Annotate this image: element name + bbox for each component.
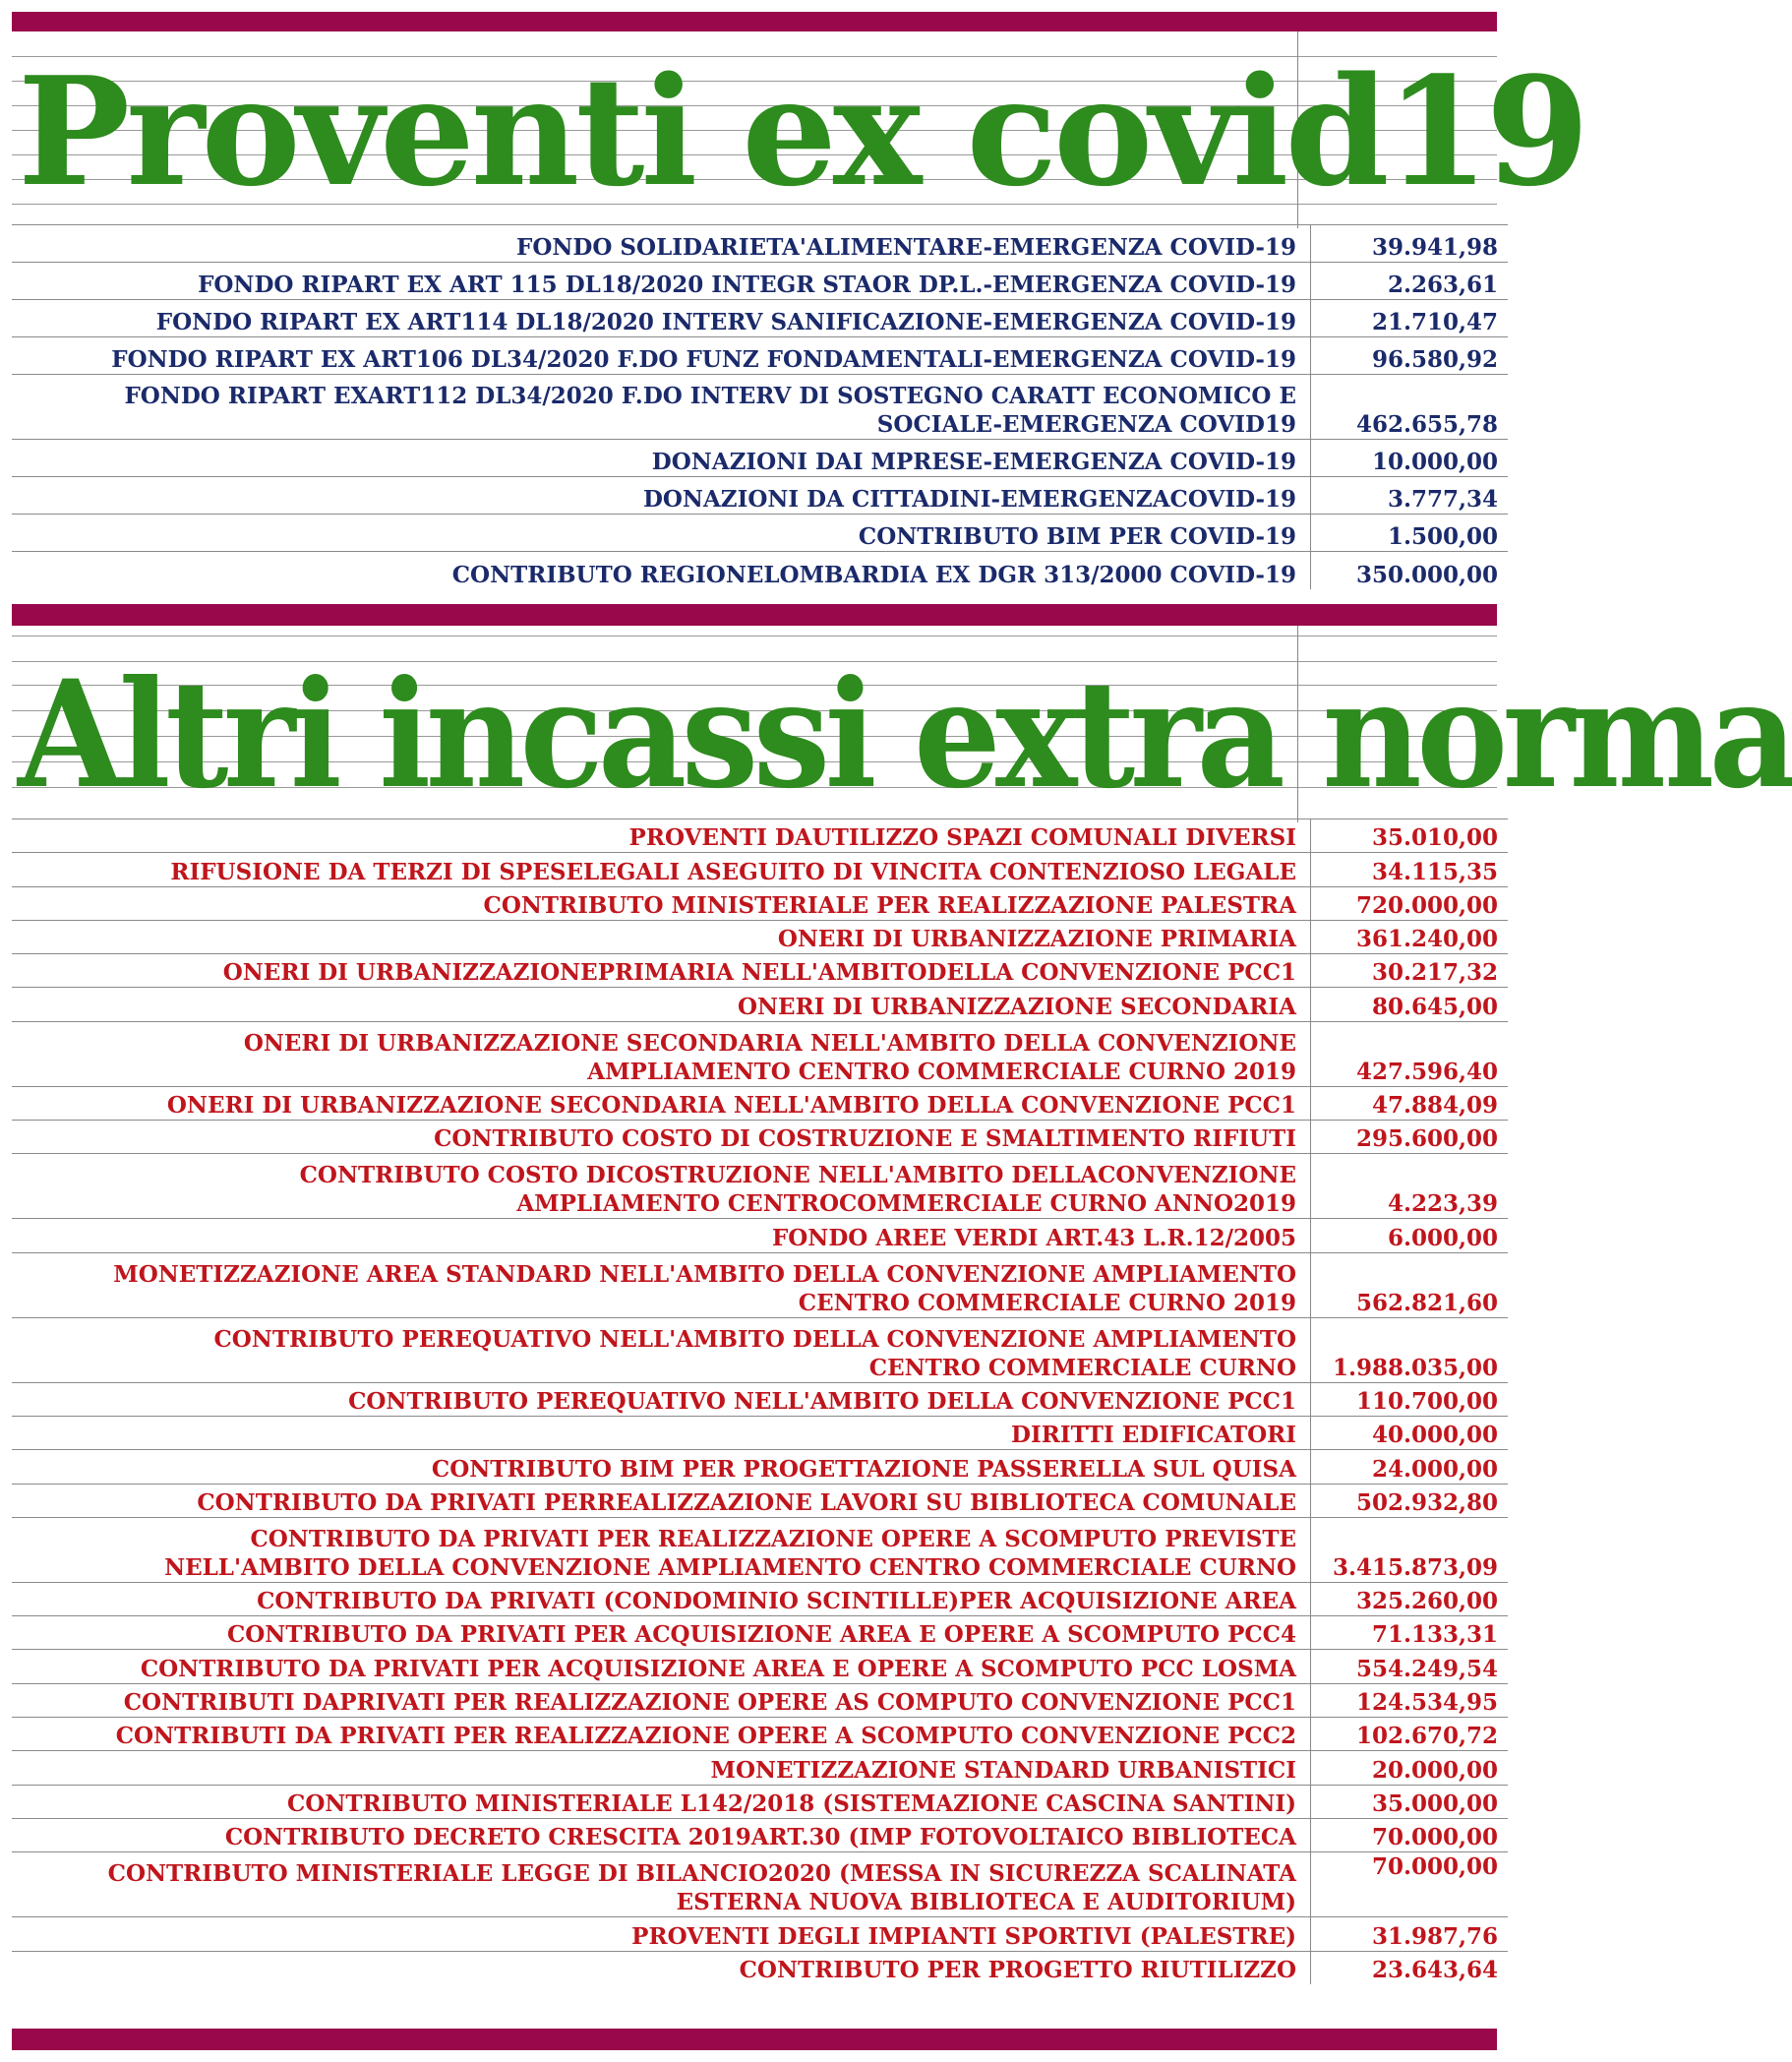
row-amount: 35.010,00 [1311,819,1509,853]
row-description: ONERI DI URBANIZZAZIONE SECONDARIA [12,988,1311,1021]
table-row [12,337,1508,375]
row-amount: 24.000,00 [1311,1450,1509,1484]
row-description: CONTRIBUTI DAPRIVATI PER REALIZZAZIONE OPERE AS COMPUTO CONVENZIONE PCC1 [12,1683,1311,1717]
table-row [12,954,1508,988]
row-description: RIFUSIONE DA TERZI DI SPESELEGALI ASEGUITO DI VINCITA CONTENZIOSO LEGALE [12,853,1311,886]
table-row [12,1086,1508,1120]
row-amount: 39.941,98 [1311,225,1509,263]
table-row [12,1951,1508,1984]
row-description: DONAZIONI DAI MPRESE-EMERGENZA COVID-19 [12,440,1311,477]
row-amount: 80.645,00 [1311,988,1509,1021]
table-row [12,440,1508,477]
table-row [12,1751,1508,1785]
table-row [12,1484,1508,1517]
row-amount: 71.133,31 [1311,1616,1509,1650]
row-description: CONTRIBUTO BIM PER PROGETTAZIONE PASSERELLA SUL QUISA [12,1450,1311,1484]
row-amount: 361.240,00 [1311,920,1509,953]
row-description: CONTRIBUTO MINISTERIALE PER REALIZZAZIONE PALESTRA [12,886,1311,920]
row-description: ONERI DI URBANIZZAZIONE SECONDARIA NELL'AMBITO DELLA CONVENZIONE AMPLIAMENTO CENTRO COMMERCIALE CURNO 2019 [12,1021,1311,1086]
row-amount: 70.000,00 [1311,1852,1509,1917]
row-description: CONTRIBUTI DA PRIVATI PER REALIZZAZIONE OPERE A SCOMPUTO CONVENZIONE PCC2 [12,1718,1311,1751]
table-row [12,1154,1508,1219]
row-amount: 562.821,60 [1311,1252,1509,1317]
row-description: CONTRIBUTO PEREQUATIVO NELL'AMBITO DELLA CONVENZIONE AMPLIAMENTO CENTRO COMMERCIALE CURNO [12,1317,1311,1382]
table-row [12,1252,1508,1317]
table-row [12,1416,1508,1449]
row-amount: 34.115,35 [1311,853,1509,886]
row-description: CONTRIBUTO DECRETO CRESCITA 2019ART.30 (IMP FOTOVOLTAICO BIBLIOTECA [12,1818,1311,1851]
row-amount: 31.987,76 [1311,1917,1509,1951]
table-row [12,1650,1508,1683]
row-description: FONDO RIPART EX ART114 DL18/2020 INTERV SANIFICAZIONE-EMERGENZA COVID-19 [12,300,1311,337]
row-amount: 1.500,00 [1311,515,1509,552]
table-row [12,1219,1508,1252]
row-amount: 462.655,78 [1311,375,1509,440]
row-description: CONTRIBUTO PEREQUATIVO NELL'AMBITO DELLA CONVENZIONE PCC1 [12,1382,1311,1416]
row-description: CONTRIBUTO DA PRIVATI (CONDOMINIO SCINTILLE)PER ACQUISIZIONE AREA [12,1582,1311,1615]
row-amount: 124.534,95 [1311,1683,1509,1717]
table-row [12,552,1508,589]
row-description: CONTRIBUTO BIM PER COVID-19 [12,515,1311,552]
row-description: FONDO RIPART EX ART 115 DL18/2020 INTEGR STAOR DP.L.-EMERGENZA COVID-19 [12,263,1311,300]
table-row [12,225,1508,263]
table-row [12,1450,1508,1484]
table-row [12,1021,1508,1086]
row-amount: 325.260,00 [1311,1582,1509,1615]
row-amount: 6.000,00 [1311,1219,1509,1252]
row-amount: 1.988.035,00 [1311,1317,1509,1382]
row-description: PROVENTI DAUTILIZZO SPAZI COMUNALI DIVERSI [12,819,1311,853]
row-description: FONDO RIPART EX ART106 DL34/2020 F.DO FUNZ FONDAMENTALI-EMERGENZA COVID-19 [12,337,1311,375]
table-row [12,886,1508,920]
table-row [12,1917,1508,1951]
row-amount: 350.000,00 [1311,552,1509,589]
row-description: FONDO SOLIDARIETA'ALIMENTARE-EMERGENZA COVID-19 [12,225,1311,263]
table-row [12,1517,1508,1582]
table-row [12,1683,1508,1717]
row-amount: 96.580,92 [1311,337,1509,375]
row-description: CONTRIBUTO COSTO DICOSTRUZIONE NELL'AMBITO DELLACONVENZIONE AMPLIAMENTO CENTROCOMMERCIALE CURNO ANNO2019 [12,1154,1311,1219]
row-amount: 10.000,00 [1311,440,1509,477]
row-amount: 102.670,72 [1311,1718,1509,1751]
row-amount: 2.263,61 [1311,263,1509,300]
row-description: ONERI DI URBANIZZAZIONE SECONDARIA NELL'AMBITO DELLA CONVENZIONE PCC1 [12,1086,1311,1120]
row-description: FONDO RIPART EXART112 DL34/2020 F.DO INTERV DI SOSTEGNO CARATT ECONOMICO E SOCIALE-EMERGENZA COVID19 [12,375,1311,440]
row-description: CONTRIBUTO COSTO DI COSTRUZIONE E SMALTIMENTO RIFIUTI [12,1121,1311,1154]
table-row [12,1121,1508,1154]
table-row [12,1718,1508,1751]
altri-section-title: Altri incassi extra norma [18,648,1792,821]
row-amount: 21.710,47 [1311,300,1509,337]
row-amount: 20.000,00 [1311,1751,1509,1785]
table-row [12,1317,1508,1382]
top-band [12,12,1497,31]
table-row [12,1852,1508,1917]
table-row [12,920,1508,953]
table-row [12,300,1508,337]
row-amount: 502.932,80 [1311,1484,1509,1517]
row-description: MONETIZZAZIONE AREA STANDARD NELL'AMBITO DELLA CONVENZIONE AMPLIAMENTO CENTRO COMMERCIALE CURNO 2019 [12,1252,1311,1317]
middle-band [12,604,1497,626]
bottom-band [12,2029,1497,2050]
row-description: DONAZIONI DA CITTADINI-EMERGENZACOVID-19 [12,477,1311,515]
row-amount: 3.415.873,09 [1311,1517,1509,1582]
row-amount: 4.223,39 [1311,1154,1509,1219]
row-description: CONTRIBUTO REGIONELOMBARDIA EX DGR 313/2000 COVID-19 [12,552,1311,589]
table-row [12,988,1508,1021]
row-amount: 35.000,00 [1311,1785,1509,1818]
row-amount: 110.700,00 [1311,1382,1509,1416]
row-description: ONERI DI URBANIZZAZIONEPRIMARIA NELL'AMBITODELLA CONVENZIONE PCC1 [12,954,1311,988]
row-description: DIRITTI EDIFICATORI [12,1416,1311,1449]
row-amount: 720.000,00 [1311,886,1509,920]
table-row [12,819,1508,853]
table-row [12,853,1508,886]
table-row [12,263,1508,300]
table-row [12,477,1508,515]
row-description: CONTRIBUTO MINISTERIALE LEGGE DI BILANCIO2020 (MESSA IN SICUREZZA SCALINATA ESTERNA NUOVA BIBLIOTECA E AUDITORIUM) [12,1852,1311,1917]
row-amount: 295.600,00 [1311,1121,1509,1154]
table-row [12,375,1508,440]
row-description: MONETIZZAZIONE STANDARD URBANISTICI [12,1751,1311,1785]
row-description: CONTRIBUTO PER PROGETTO RIUTILIZZO [12,1951,1311,1984]
row-description: ONERI DI URBANIZZAZIONE PRIMARIA [12,920,1311,953]
row-amount: 23.643,64 [1311,1951,1509,1984]
row-amount: 47.884,09 [1311,1086,1509,1120]
row-amount: 30.217,32 [1311,954,1509,988]
row-description: CONTRIBUTO DA PRIVATI PER REALIZZAZIONE OPERE A SCOMPUTO PREVISTE NELL'AMBITO DELLA CONVENZIONE AMPLIAMENTO CENTRO COMMERCIALE CURNO [12,1517,1311,1582]
row-description: CONTRIBUTO DA PRIVATI PERREALIZZAZIONE LAVORI SU BIBLIOTECA COMUNALE [12,1484,1311,1517]
table-row [12,1818,1508,1851]
row-amount: 554.249,54 [1311,1650,1509,1683]
row-description: FONDO AREE VERDI ART.43 L.R.12/2005 [12,1219,1311,1252]
row-description: PROVENTI DEGLI IMPIANTI SPORTIVI (PALESTRE) [12,1917,1311,1951]
altri-table [12,819,1508,1984]
row-amount: 3.777,34 [1311,477,1509,515]
covid-table [12,224,1508,589]
table-row [12,1382,1508,1416]
table-row [12,1616,1508,1650]
table-row [12,515,1508,552]
table-row [12,1785,1508,1818]
row-description: CONTRIBUTO MINISTERIALE L142/2018 (SISTEMAZIONE CASCINA SANTINI) [12,1785,1311,1818]
row-amount: 40.000,00 [1311,1416,1509,1449]
row-amount: 427.596,40 [1311,1021,1509,1086]
covid-section-title: Proventi ex covid19 [18,43,1586,219]
table-row [12,1582,1508,1615]
row-description: CONTRIBUTO DA PRIVATI PER ACQUISIZIONE AREA E OPERE A SCOMPUTO PCC4 [12,1616,1311,1650]
row-amount: 70.000,00 [1311,1818,1509,1851]
row-description: CONTRIBUTO DA PRIVATI PER ACQUISIZIONE AREA E OPERE A SCOMPUTO PCC LOSMA [12,1650,1311,1683]
